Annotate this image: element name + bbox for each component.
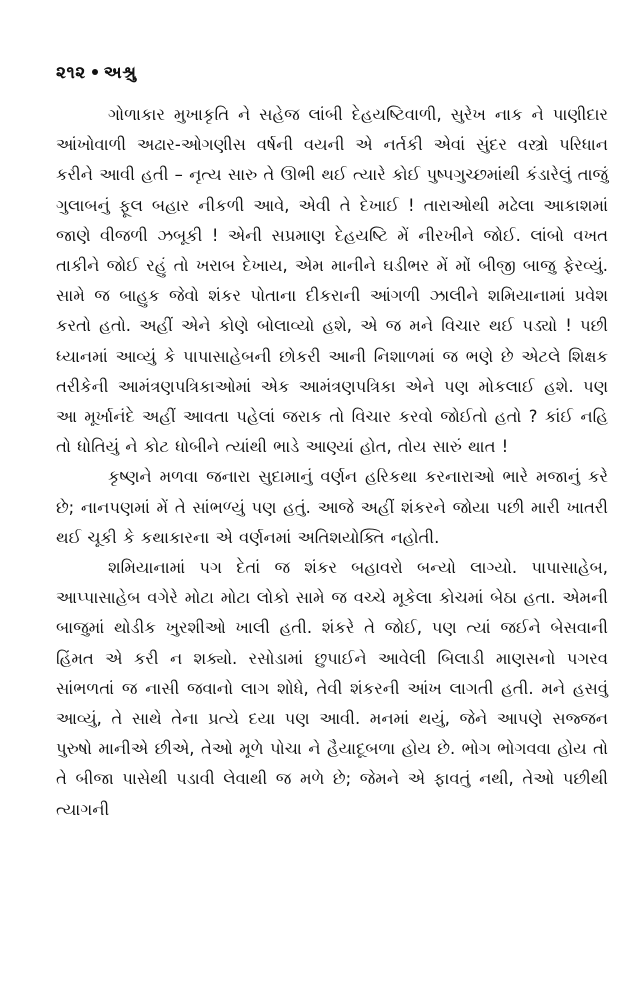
paragraph-3: શમિયાનામાં પગ દેતાં જ શંકર બહાવરો બન્યો લાગ્યો. પાપાસાહેબ, આપ્પાસાહેબ વગેરે મોટા મોટા લોકો સામે જ વચ્ચે મૂકેલા કોચમાં બેઠા હતા. એમની બાજુમાં થોડીક ખુરશીઓ ખાલી હતી. શંકરે તે જોઈ, પણ ત્યાં જઈને બેસવાની હિંમત એ કરી ન શક્યો. રસોડામાં છુપાઈને આવેલી બિલાડી માણસનો પગરવ સાંભળતાં જ નાસી જવાનો લાગ શોધે, તેવી શંકરની આંખ લાગતી હતી. મને હસવું આવ્યું, તે સાથે તેના પ્રત્યે દયા પણ આવી. મનમાં થયું, જેને આપણે સજ્જન પુરુષો માનીએ છીએ, તેઓ મૂળે પોચા ને હૈયાદૂબળા હોય છે. ભોગ ભોગવવા હોય તો તે બીજા પાસેથી પડાવી લેવાથી જ મળે છે; જેમને એ ફાવતું નથી, તેઓ પછીથી ત્યાગની bbox=[56, 558, 608, 819]
paragraph-2: કૃષ્ણને મળવા જનારા સુદામાનું વર્ણન હરિકથા કરનારાઓ ભારે મજાનું કરે છે; નાનપણમાં મેં તે સાંભળ્યું પણ હતું. આજે અહીં શંકરને જોયા પછી મારી ખાતરી થઈ ચૂકી કે કથાકારના એ વર્ણનમાં અતિશયોક્તિ નહોતી. bbox=[56, 467, 608, 547]
book-title: અશ્રુ bbox=[103, 63, 137, 83]
page-number: ૨૧૨ bbox=[56, 63, 86, 83]
paragraph-1: ગોળાકાર મુખાકૃતિ ને સહેજ લાંબી દેહયષ્ટિવાળી, સુરેખ નાક ને પાણીદાર આંખોવાળી અઢાર-ઓગણીસ વર્ષની વયની એ નર્તકી એવાં સુંદર વસ્ત્રો પરિધાન કરીને આવી હતી – નૃત્ય સારુ તે ઊભી થઈ ત્યારે કોઈ પુષ્પગુચ્છમાંથી કંડારેલું તાજું ગુલાબનું ફૂલ બહાર નીકળી આવે, એવી તે દેખાઈ ! તારાઓથી મઢેલા આકાશમાં જાણે વીજળી ઝબૂકી ! એની સપ્રમાણ દેહયષ્ટિ મેં નીરખીને જોઈ. લાંબો વખત તાકીને જોઈ રહું તો ખરાબ દેખાય, એમ માનીને ઘડીભર મેં મોં બીજી બાજુ ફેરવ્યું. સામે જ બાહુક જેવો શંકર પોતાના દીકરાની આંગળી ઝાલીને શમિયાનામાં પ્રવેશ કરતો હતો. અહીં એને કોણે બોલાવ્યો હશે, એ જ મને વિચાર થઈ પડ્યો ! પછી ધ્યાનમાં આવ્યું કે પાપાસાહેબની છોકરી આની નિશાળમાં જ ભણે છે એટલે શિક્ષક તરીકેની આમંત્રણપત્રિકાઓમાં એક આમંત્રણપત્રિકા એને પણ મોકલાઈ હશે. પણ આ મૂર્ખાનંદે અહીં આવતા પહેલાં જરાક તો વિચાર કરવો જોઈતો હતો ? કાંઈ નહિ તો ધોતિયું ને કોટ ધોબીને ત્યાંથી ભાડે આણ્યાં હોત, તોય સારું થાત ! bbox=[56, 105, 608, 457]
running-head bbox=[56, 62, 608, 84]
bullet-separator bbox=[92, 69, 98, 75]
